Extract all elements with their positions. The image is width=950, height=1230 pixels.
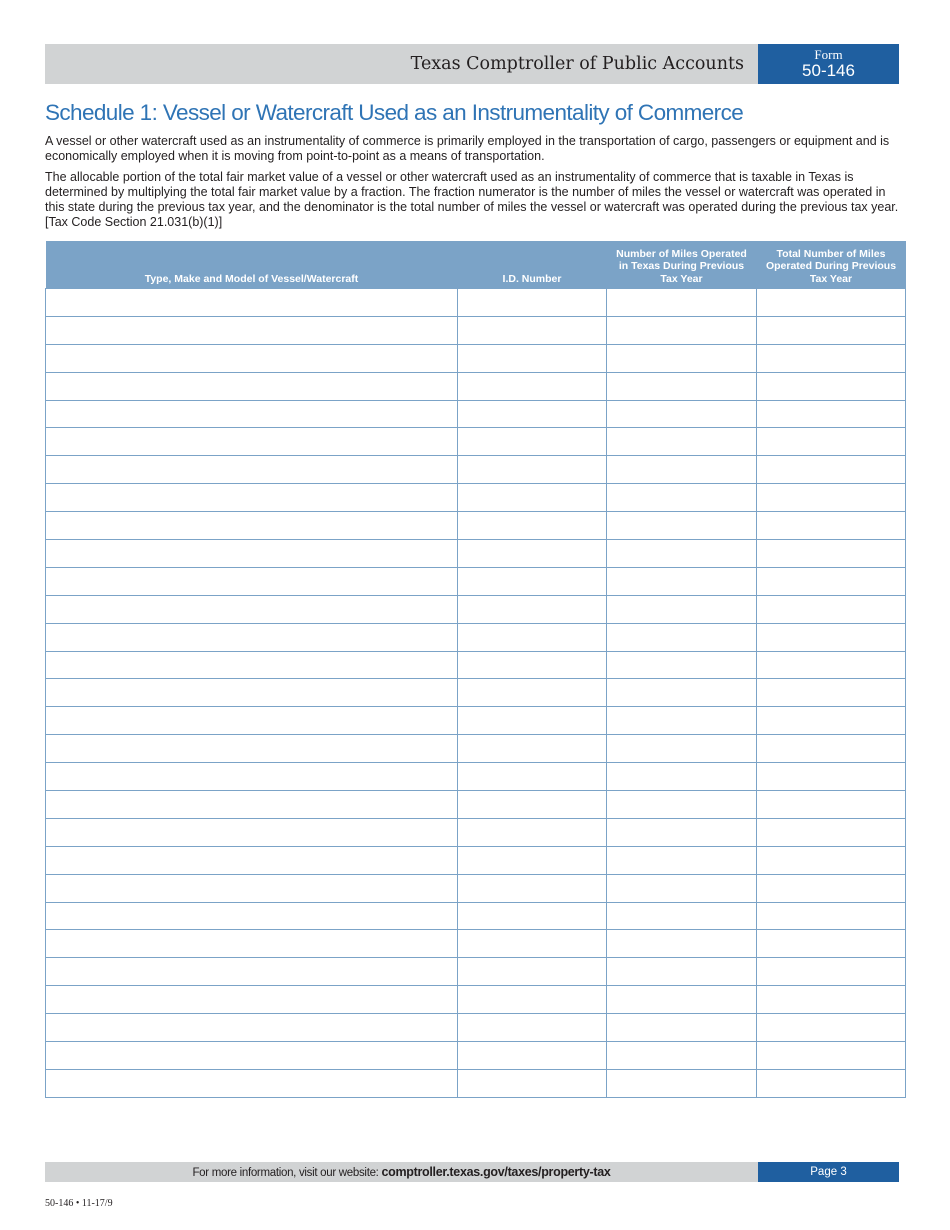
- cell-total-miles[interactable]: [757, 735, 906, 763]
- allocation-paragraph: The allocable portion of the total fair market value of a vessel or other watercraft used as an instrumentality of commerce that is taxable in Texas is determined by multiplying the total fair market value by a fraction. The fraction numerator is the number of miles the vessel or watercraft was operated in this state during the previous tax year, and the denominator is the total number of miles the vessel or watercraft was operated during the previous tax year. [Tax Code Section 21.031(b)(1)]: [45, 170, 899, 229]
- table-row: [46, 735, 906, 763]
- definition-paragraph: A vessel or other watercraft used as an instrumentality of commerce is primarily employed in the transportation of cargo, passengers or equipment and is economically employed when it is moving from point-to-point as a means of transportation.: [45, 134, 890, 163]
- cell-total-miles[interactable]: [757, 791, 906, 819]
- table-row: [46, 791, 906, 819]
- cell-vessel-type[interactable]: [46, 818, 458, 846]
- cell-vessel-type[interactable]: [46, 651, 458, 679]
- cell-total-miles[interactable]: [757, 874, 906, 902]
- cell-id-number[interactable]: [458, 512, 607, 540]
- cell-total-miles[interactable]: [757, 1069, 906, 1097]
- cell-vessel-type[interactable]: [46, 902, 458, 930]
- cell-texas-miles[interactable]: [607, 1069, 757, 1097]
- cell-vessel-type[interactable]: [46, 1014, 458, 1042]
- table-row: [46, 372, 906, 400]
- cell-texas-miles[interactable]: [607, 679, 757, 707]
- table-row: [46, 1042, 906, 1070]
- cell-vessel-type[interactable]: [46, 595, 458, 623]
- cell-total-miles[interactable]: [757, 372, 906, 400]
- cell-vessel-type[interactable]: [46, 400, 458, 428]
- cell-id-number[interactable]: [458, 930, 607, 958]
- table-row: [46, 846, 906, 874]
- footer-info-text: For more information, visit our website:: [192, 1167, 379, 1179]
- page-number: Page 3: [810, 1166, 847, 1178]
- table-row: [46, 512, 906, 540]
- cell-total-miles[interactable]: [757, 818, 906, 846]
- table-row: [46, 958, 906, 986]
- page-number-box: [758, 1162, 899, 1182]
- cell-vessel-type[interactable]: [46, 623, 458, 651]
- form-number: 50-146: [802, 61, 855, 80]
- cell-texas-miles[interactable]: [607, 595, 757, 623]
- table-row: [46, 428, 906, 456]
- cell-total-miles[interactable]: [757, 679, 906, 707]
- cell-texas-miles[interactable]: [607, 818, 757, 846]
- table-row: [46, 1069, 906, 1097]
- cell-id-number[interactable]: [458, 1042, 607, 1070]
- table-row: [46, 595, 906, 623]
- cell-id-number[interactable]: [458, 986, 607, 1014]
- cell-id-number[interactable]: [458, 1014, 607, 1042]
- cell-vessel-type[interactable]: [46, 791, 458, 819]
- cell-id-number[interactable]: [458, 456, 607, 484]
- cell-id-number[interactable]: [458, 902, 607, 930]
- cell-vessel-type[interactable]: [46, 344, 458, 372]
- cell-texas-miles[interactable]: [607, 763, 757, 791]
- cell-texas-miles[interactable]: [607, 567, 757, 595]
- cell-texas-miles[interactable]: [607, 428, 757, 456]
- cell-total-miles[interactable]: [757, 1014, 906, 1042]
- cell-id-number[interactable]: [458, 735, 607, 763]
- cell-total-miles[interactable]: [757, 623, 906, 651]
- table-row: [46, 344, 906, 372]
- cell-texas-miles[interactable]: [607, 484, 757, 512]
- table-row: [46, 289, 906, 317]
- table-row: [46, 567, 906, 595]
- cell-id-number[interactable]: [458, 818, 607, 846]
- cell-texas-miles[interactable]: [607, 902, 757, 930]
- cell-id-number[interactable]: [458, 846, 607, 874]
- cell-id-number[interactable]: [458, 679, 607, 707]
- footer-website-link[interactable]: comptroller.texas.gov/taxes/property-tax: [381, 1165, 611, 1179]
- table-row: [46, 930, 906, 958]
- cell-vessel-type[interactable]: [46, 428, 458, 456]
- cell-id-number[interactable]: [458, 484, 607, 512]
- table-row: [46, 651, 906, 679]
- form-number-box: [758, 44, 899, 84]
- cell-vessel-type[interactable]: [46, 846, 458, 874]
- cell-id-number[interactable]: [458, 400, 607, 428]
- cell-total-miles[interactable]: [757, 484, 906, 512]
- cell-total-miles[interactable]: [757, 902, 906, 930]
- cell-texas-miles[interactable]: [607, 930, 757, 958]
- cell-vessel-type[interactable]: [46, 484, 458, 512]
- cell-vessel-type[interactable]: [46, 763, 458, 791]
- cell-id-number[interactable]: [458, 874, 607, 902]
- cell-texas-miles[interactable]: [607, 289, 757, 317]
- cell-id-number[interactable]: [458, 763, 607, 791]
- table-row: [46, 400, 906, 428]
- cell-id-number[interactable]: [458, 540, 607, 568]
- cell-texas-miles[interactable]: [607, 707, 757, 735]
- cell-total-miles[interactable]: [757, 763, 906, 791]
- vessel-table: [45, 241, 906, 1098]
- form-revision: 50-146 • 11-17/9: [45, 1198, 113, 1209]
- cell-texas-miles[interactable]: [607, 651, 757, 679]
- cell-vessel-type[interactable]: [46, 679, 458, 707]
- header-band: [45, 44, 758, 84]
- cell-id-number[interactable]: [458, 791, 607, 819]
- cell-total-miles[interactable]: [757, 567, 906, 595]
- cell-total-miles[interactable]: [757, 400, 906, 428]
- cell-id-number[interactable]: [458, 623, 607, 651]
- cell-id-number[interactable]: [458, 372, 607, 400]
- cell-total-miles[interactable]: [757, 958, 906, 986]
- table-row: [46, 623, 906, 651]
- cell-texas-miles[interactable]: [607, 791, 757, 819]
- cell-texas-miles[interactable]: [607, 540, 757, 568]
- cell-texas-miles[interactable]: [607, 344, 757, 372]
- table-header-row: [46, 241, 906, 289]
- agency-name: Texas Comptroller of Public Accounts: [410, 54, 744, 74]
- cell-vessel-type[interactable]: [46, 1069, 458, 1097]
- cell-total-miles[interactable]: [757, 1042, 906, 1070]
- cell-id-number[interactable]: [458, 958, 607, 986]
- cell-total-miles[interactable]: [757, 930, 906, 958]
- cell-texas-miles[interactable]: [607, 400, 757, 428]
- cell-texas-miles[interactable]: [607, 958, 757, 986]
- table-row: [46, 484, 906, 512]
- cell-texas-miles[interactable]: [607, 456, 757, 484]
- cell-vessel-type[interactable]: [46, 540, 458, 568]
- table-row: [46, 456, 906, 484]
- cell-id-number[interactable]: [458, 344, 607, 372]
- cell-id-number[interactable]: [458, 567, 607, 595]
- cell-vessel-type[interactable]: [46, 1042, 458, 1070]
- cell-texas-miles[interactable]: [607, 512, 757, 540]
- cell-vessel-type[interactable]: [46, 372, 458, 400]
- cell-total-miles[interactable]: [757, 289, 906, 317]
- column-header-type: Type, Make and Model of Vessel/Watercraft: [46, 241, 458, 289]
- cell-id-number[interactable]: [458, 595, 607, 623]
- table-row: [46, 1014, 906, 1042]
- cell-total-miles[interactable]: [757, 595, 906, 623]
- form-label: Form: [814, 47, 843, 62]
- cell-total-miles[interactable]: [757, 344, 906, 372]
- cell-vessel-type[interactable]: [46, 289, 458, 317]
- cell-total-miles[interactable]: [757, 846, 906, 874]
- cell-vessel-type[interactable]: [46, 735, 458, 763]
- cell-texas-miles[interactable]: [607, 316, 757, 344]
- cell-vessel-type[interactable]: [46, 986, 458, 1014]
- cell-texas-miles[interactable]: [607, 735, 757, 763]
- cell-total-miles[interactable]: [757, 512, 906, 540]
- cell-vessel-type[interactable]: [46, 930, 458, 958]
- cell-vessel-type[interactable]: [46, 316, 458, 344]
- cell-texas-miles[interactable]: [607, 874, 757, 902]
- cell-id-number[interactable]: [458, 707, 607, 735]
- table-row: [46, 763, 906, 791]
- footer-info-bar: [45, 1162, 758, 1182]
- cell-texas-miles[interactable]: [607, 372, 757, 400]
- cell-vessel-type[interactable]: [46, 456, 458, 484]
- column-header-id-number: I.D. Number: [458, 241, 607, 289]
- cell-id-number[interactable]: [458, 316, 607, 344]
- table-row: [46, 874, 906, 902]
- table-row: [46, 540, 906, 568]
- cell-vessel-type[interactable]: [46, 707, 458, 735]
- column-header-total-miles: Total Number of Miles Operated During Previous Tax Year: [757, 241, 906, 289]
- cell-texas-miles[interactable]: [607, 846, 757, 874]
- cell-texas-miles[interactable]: [607, 1014, 757, 1042]
- cell-id-number[interactable]: [458, 651, 607, 679]
- cell-total-miles[interactable]: [757, 707, 906, 735]
- table-row: [46, 818, 906, 846]
- table-row: [46, 679, 906, 707]
- cell-texas-miles[interactable]: [607, 986, 757, 1014]
- schedule-title: Schedule 1: Vessel or Watercraft Used as an Instrumentality of Commerce: [45, 100, 744, 125]
- cell-vessel-type[interactable]: [46, 874, 458, 902]
- cell-id-number[interactable]: [458, 428, 607, 456]
- cell-total-miles[interactable]: [757, 316, 906, 344]
- cell-texas-miles[interactable]: [607, 1042, 757, 1070]
- cell-vessel-type[interactable]: [46, 958, 458, 986]
- table-row: [46, 707, 906, 735]
- cell-total-miles[interactable]: [757, 651, 906, 679]
- table-body: [46, 289, 906, 1098]
- column-header-texas-miles: Number of Miles Operated in Texas During Previous Tax Year: [607, 241, 757, 289]
- cell-id-number[interactable]: [458, 289, 607, 317]
- cell-total-miles[interactable]: [757, 428, 906, 456]
- cell-vessel-type[interactable]: [46, 567, 458, 595]
- cell-vessel-type[interactable]: [46, 512, 458, 540]
- cell-texas-miles[interactable]: [607, 623, 757, 651]
- table-row: [46, 316, 906, 344]
- cell-total-miles[interactable]: [757, 986, 906, 1014]
- table-row: [46, 986, 906, 1014]
- cell-total-miles[interactable]: [757, 540, 906, 568]
- cell-total-miles[interactable]: [757, 456, 906, 484]
- table-row: [46, 902, 906, 930]
- cell-id-number[interactable]: [458, 1069, 607, 1097]
